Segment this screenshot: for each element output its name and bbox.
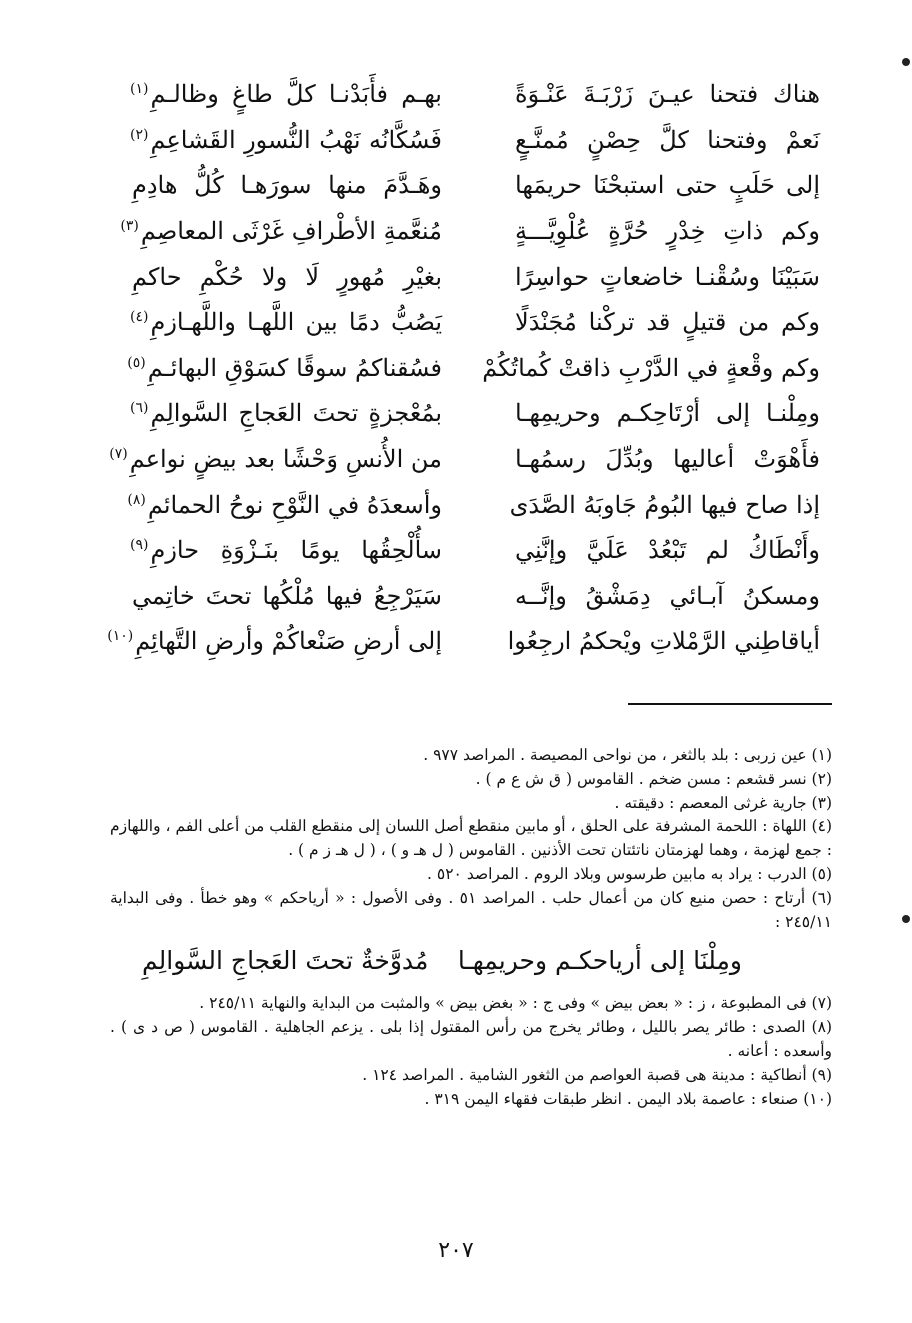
first-hemistich: وكم ذاتِ خِدْرٍ حُرَّةٍ عُلْوِيَّـــةٍ — [515, 217, 820, 246]
footnote-ref: (٧) — [109, 446, 128, 463]
hemistich-text: من الأُنسِ وَحْشًا بعد بيضٍ نواعمِ — [129, 445, 442, 474]
verse-13 — [107, 619, 820, 665]
inset-first-hemistich: ومِلْنَا إلى أرياحكـم وحريمِهـا — [457, 946, 742, 976]
verse-6 — [130, 300, 820, 346]
footnote-10: (١٠) صنعاء : عاصمة بلاد اليمن . انظر طبقات فقهاء اليمن ٣١٩ . — [424, 1089, 832, 1108]
footnote-6: (٦) أرتاح : حصن منيع كان من أعمال حلب . المراصد ٥١ . وفى الأصول : « أرياحكم » وهو خطأ . وفى البداية ٢٤٥/١١ : — [110, 888, 832, 931]
footnote-ref: (٢) — [130, 126, 149, 143]
second-hemistich — [130, 163, 442, 208]
hemistich-text: بغيْرِ مُهورٍ لَا ولا حُكْمِ حاكمِ — [132, 262, 442, 291]
first-hemistich: إذا صاح فيها البُومُ جَاوبَهُ الصَّدَى — [509, 490, 820, 519]
first-hemistich: وكم من قتيلٍ قد تركْنا مُجَنْدَلًا — [515, 308, 820, 337]
second-hemistich — [130, 574, 442, 619]
footnote-8: (٨) الصدى : طائر يصر بالليل ، وطائر يخرج من رأس المقتول إذا بلى . يزعم الجاهلية . القاموس ( ص د ى ) . وأسعده : أعانه . — [110, 1018, 832, 1060]
second-hemistich — [120, 209, 442, 254]
first-hemistich: سَبَيْنَا وسُقْنـا خاضعاتٍ حواسِرًا — [515, 262, 820, 291]
hemistich-text: مُنعَّمةِ الأطْرافِ غَرْثَى المعاصِمِ — [140, 217, 442, 246]
second-hemistich — [107, 619, 442, 664]
second-hemistich — [127, 346, 442, 391]
first-hemistich: هناك فتحنا عيـنَ زَرْبَـةَ عَنْـوَةً — [515, 80, 820, 109]
hemistich-text: بهـم فأَبَدْنـا كلَّ طاغٍ وظالـمِ — [150, 80, 442, 109]
first-hemistich: ومسكنُ آبـائي دِمَشْقُ وإنَّــه — [515, 581, 820, 610]
hemistich-text: فسُقناكمُ سوقًا كسَوْقِ البهائـمِ — [147, 353, 442, 382]
footnote-ref: (٨) — [127, 491, 146, 508]
page-number: ٢٠٧ — [438, 1238, 474, 1263]
footnote-4: (٤) اللهاة : اللحمة المشرفة على الحلق ، أو مابين منقطع أصل اللسان إلى منقطع القلب من أعلى الفم ، واللهازم : جمع لهزمة ، وهما لهزمتان ناتئتان تحت الأذنين . القاموس ( ل هـ و ) ، ( ل هـ ز م ) . — [110, 817, 832, 860]
hemistich-text: فَسُكَّانُه نَهْبُ النُّسورِ القَشاعِمِ — [150, 125, 442, 154]
hemistich-text: سَيَرْجِعُ فيها مُلْكُها تحتَ خاتِمي — [132, 581, 442, 610]
inset-verse — [142, 940, 742, 982]
poem — [107, 72, 820, 665]
hemistich-text: بمُعْجزةٍ تحتَ العَجاجِ السَّوالِمِ — [150, 399, 442, 428]
footnote-ref: (٣) — [120, 218, 139, 235]
verse-10 — [127, 482, 820, 528]
footnote-7: (٧) فى المطبوعة ، ز : « بعض بيض » وفى ج : « بغض بيض » والمثبت من البداية والنهاية ٢٤٥/١١ . — [199, 994, 832, 1013]
scan-mark — [902, 58, 910, 66]
second-hemistich — [127, 483, 442, 528]
scan-mark — [902, 915, 910, 923]
second-hemistich — [130, 72, 442, 117]
footnote-ref: (٤) — [130, 309, 149, 326]
footnote-2: (٢) نسر قشعم : مسن ضخم . القاموس ( ق ش ع م ) . — [475, 769, 832, 788]
hemistich-text: وهَـدَّمَ منها سورَهـا كُلُّ هادِمِ — [132, 171, 442, 200]
footnote-divider — [628, 703, 832, 705]
footnote-5: (٥) الدرب : يراد به مابين طرسوس وبلاد الروم . المراصد ٥٢٠ . — [427, 864, 832, 883]
footnote-3: (٣) جارية غرثى المعصم : دقيقته . — [614, 793, 832, 812]
first-hemistich: نَعمْ وفتحنا كلَّ حِصْنٍ مُمنَّـعٍ — [515, 125, 820, 154]
first-hemistich: وأَنْطَاكُ لم تَبْعُدْ عَلَيَّ وإنَّنِي — [515, 536, 820, 565]
verse-1 — [130, 72, 820, 118]
footnote-9: (٩) أنطاكية : مدينة هى قصبة العواصم من الثغور الشامية . المراصد ١٢٤ . — [362, 1065, 832, 1084]
verse-5 — [130, 254, 820, 300]
footnotes — [110, 744, 832, 1111]
first-hemistich: إلى حَلَبٍ حتى استبحْنَا حريمَها — [515, 171, 820, 200]
hemistich-text: إلى أرضِ صَنْعاكُمْ وأرضِ التَّهائِمِ — [135, 627, 442, 656]
hemistich-text: وأسعدَهُ في النَّوْحِ نوحُ الحمائمِ — [147, 490, 442, 519]
first-hemistich: أياقاطِني الرَّمْلاتِ ويْحكمُ ارجِعُوا — [507, 627, 820, 656]
hemistich-text: يَصُبُّ دمًا بين اللَّهـا واللَّهـازمِ — [150, 308, 442, 337]
footnote-ref: (١) — [130, 81, 149, 98]
second-hemistich — [130, 528, 442, 573]
footnote-1: (١) عين زربى : بلد بالثغر ، من نواحى المصيصة . المراصد ٩٧٧ . — [423, 746, 832, 764]
verse-4 — [120, 209, 820, 255]
verse-11 — [130, 528, 820, 574]
second-hemistich — [130, 118, 442, 163]
hemistich-text: سأُلْحِقُها يومًا بنَـزْوَةِ حازمِ — [150, 536, 442, 565]
verse-12 — [130, 574, 820, 620]
verse-2 — [130, 118, 820, 164]
verse-9 — [109, 437, 820, 483]
footnote-ref: (٦) — [130, 400, 149, 417]
first-hemistich: فأَهْوَتْ أعاليها وبُدِّلَ رسمُهـا — [515, 445, 820, 474]
first-hemistich: ومِلْنـا إلى أرْتَاحِكـم وحريمِهـا — [515, 399, 820, 428]
verse-7 — [127, 346, 820, 392]
second-hemistich — [130, 300, 442, 345]
footnote-ref: (٥) — [127, 354, 146, 371]
inset-second-hemistich: مُدوَّخةٌ تحتَ العَجاجِ السَّوالِمِ — [142, 946, 429, 976]
first-hemistich: وكم وقْعةٍ في الدَّرْبِ ذاقتْ كُماتُكُمْ — [482, 353, 820, 382]
second-hemistich — [109, 437, 442, 482]
footnote-ref: (١٠) — [107, 628, 134, 645]
second-hemistich — [130, 255, 442, 300]
verse-3 — [130, 163, 820, 209]
footnote-ref: (٩) — [130, 537, 149, 554]
second-hemistich — [130, 391, 442, 436]
verse-8 — [130, 391, 820, 437]
